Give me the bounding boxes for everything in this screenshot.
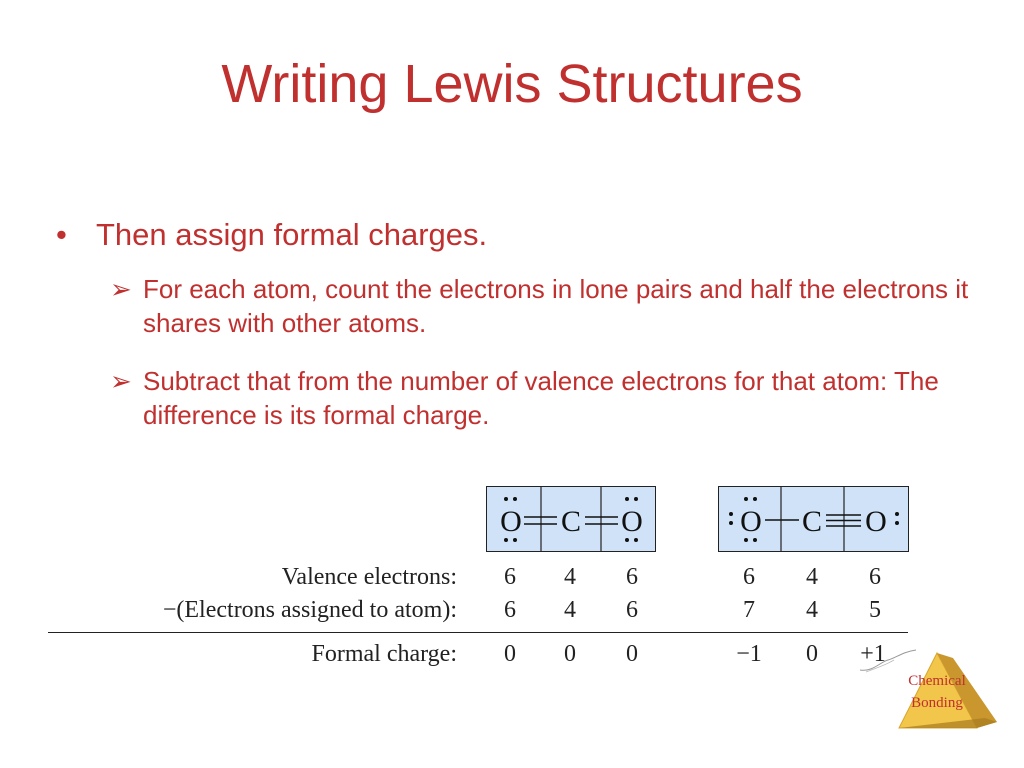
atom-c: C <box>801 505 823 538</box>
table-cell: 6 <box>869 564 881 590</box>
table-cell: 0 <box>564 641 576 667</box>
sub-bullet-2-text: Subtract that from the number of valence electrons for that atom: The difference is its formal charge. <box>143 366 939 430</box>
atom-o-left: O <box>500 505 522 538</box>
sub-bullet-1 <box>110 272 990 340</box>
lewis-structure-1 <box>486 486 656 552</box>
main-bullet <box>56 215 487 255</box>
atom-o-right: O <box>621 505 643 538</box>
arrow-bullet-icon: ➢ <box>110 274 132 304</box>
table-cell: 4 <box>806 564 818 590</box>
sub-bullet-1-text: For each atom, count the electrons in lone pairs and half the electrons it shares with other atoms. <box>143 274 969 338</box>
row-label-formal-charge: Formal charge: <box>311 641 457 667</box>
atom-c: C <box>560 505 582 538</box>
badge-line-1: Chemical <box>908 673 966 689</box>
slide-title: Writing Lewis Structures <box>221 54 803 114</box>
table-cell: 6 <box>743 564 755 590</box>
table-cell: 6 <box>504 597 516 623</box>
sub-bullet-2 <box>110 364 990 432</box>
atom-o-left: O <box>740 505 762 538</box>
table-cell: 4 <box>564 597 576 623</box>
table-cell: 0 <box>626 641 638 667</box>
table-cell: 6 <box>626 564 638 590</box>
table-cell: 4 <box>806 597 818 623</box>
table-cell: 6 <box>504 564 516 590</box>
table-divider <box>48 632 908 633</box>
row-label-assigned: −(Electrons assigned to atom): <box>162 597 457 623</box>
badge-line-2: Bonding <box>911 695 963 711</box>
table-cell: 5 <box>869 597 881 623</box>
main-bullet-text: Then assign formal charges. <box>96 217 488 252</box>
lewis-structure-2 <box>718 486 909 552</box>
table-cell: +1 <box>860 641 886 667</box>
atom-o-right: O <box>865 505 887 538</box>
table-cell: −1 <box>736 641 762 667</box>
table-cell: 6 <box>626 597 638 623</box>
table-cell: 0 <box>806 641 818 667</box>
chemical-bonding-badge <box>897 650 1001 736</box>
arrow-bullet-icon: ➢ <box>110 366 132 396</box>
bullet-dot-icon: • <box>56 217 67 252</box>
table-cell: 7 <box>743 597 755 623</box>
row-label-valence: Valence electrons: <box>281 564 457 590</box>
triangle-badge-icon <box>897 650 1001 736</box>
table-cell: 4 <box>564 564 576 590</box>
table-cell: 0 <box>504 641 516 667</box>
